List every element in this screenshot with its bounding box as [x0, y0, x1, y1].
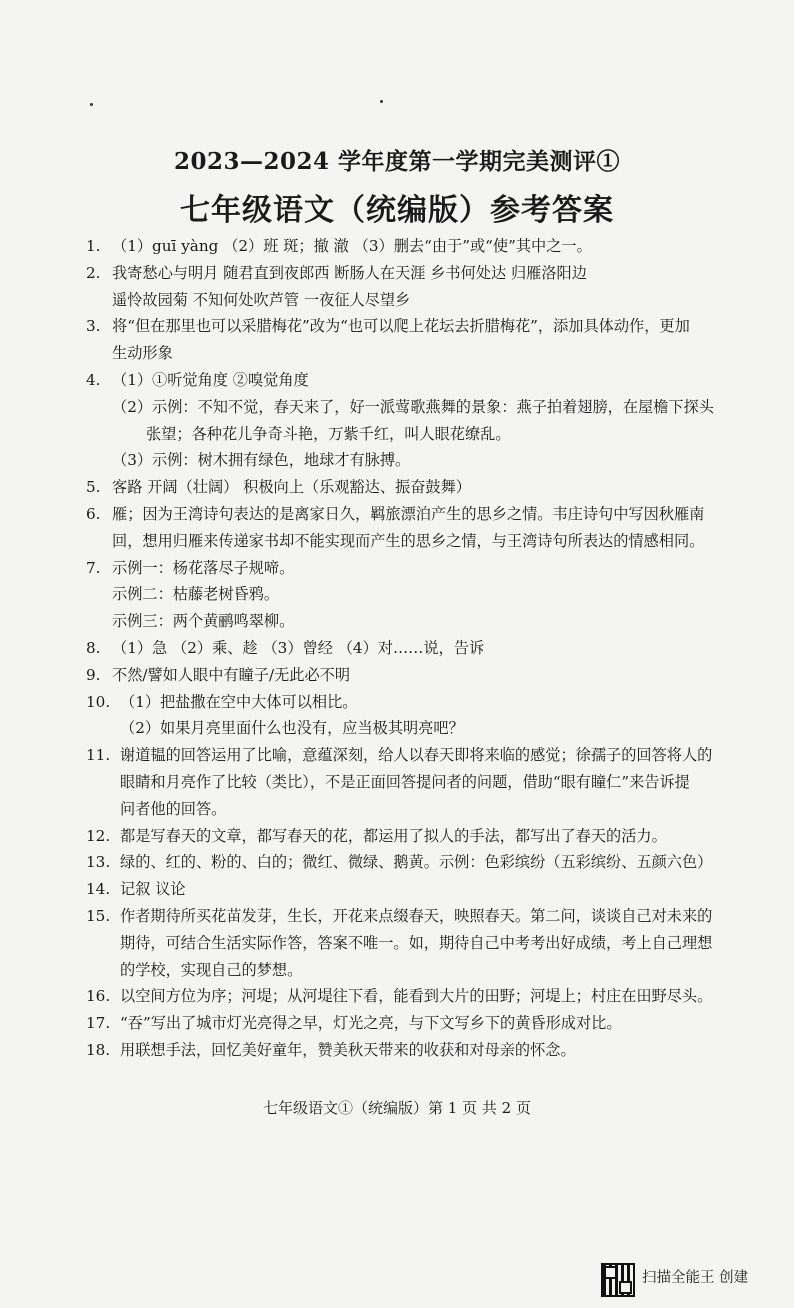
- answer-item-14: [86, 876, 786, 903]
- item-number: 11.: [86, 746, 111, 765]
- answer-text: 将“但在那里也可以采腊梅花”改为“也可以爬上花坛去折腊梅花”，添加具体动作，更加: [112, 317, 690, 336]
- answer-subitem: （3）示例：树木拥有绿色，地球才有脉搏。: [112, 451, 411, 470]
- answer-item-4: [86, 367, 786, 394]
- answer-text: 绿的、红的、粉的、白的；微红、微绿、鹅黄。示例：色彩缤纷（五彩缤纷、五颜六色）: [120, 853, 713, 872]
- answer-subitem: 示例三：两个黄鹂鸣翠柳。: [112, 612, 295, 631]
- answer-text: 客路 开阔（壮阔） 积极向上（乐观豁达、振奋鼓舞）: [112, 478, 471, 497]
- answer-continuation: [86, 769, 786, 796]
- answer-subitem: （2）示例：不知不觉，春天来了，好一派莺歌燕舞的景象：燕子拍着翅膀，在屋檐下探头: [112, 397, 714, 416]
- answer-item-5: [86, 474, 786, 501]
- answer-item-16: [86, 983, 786, 1010]
- answer-text: （1）把盐撒在空中大体可以相比。: [120, 692, 358, 711]
- item-number: 18.: [86, 1040, 111, 1059]
- answer-text: 雁；因为王湾诗句表达的是离家日久，羁旅漂泊产生的思乡之情。韦庄诗句中写因秋雁南: [112, 504, 705, 523]
- answer-list: [86, 233, 786, 1064]
- answer-text: 期待，可结合生活实际作答，答案不唯一。如，期待自己中考考出好成绩，考上自己理想: [120, 933, 713, 952]
- answer-text: （2）如果月亮里面什么也没有，应当极其明亮吧？: [120, 719, 464, 738]
- item-number: 2.: [86, 263, 101, 282]
- answer-text: 不然/譬如人眼中有瞳子/无此必不明: [112, 665, 351, 684]
- answer-text: 的学校，实现自己的梦想。: [120, 960, 303, 979]
- scanner-watermark: 扫描全能王 创建: [642, 1270, 749, 1286]
- answer-item-8: [86, 635, 786, 662]
- item-number: 5.: [86, 478, 101, 497]
- answer-continuation: 回，想用归雁来传递家书却不能实现而产生的思乡之情，与王湾诗句所表达的情感相同。: [112, 531, 705, 550]
- item-number: 8.: [86, 638, 101, 657]
- answer-text: 用联想手法，回忆美好童年，赞美秋天带来的收获和对母亲的怀念。: [120, 1040, 576, 1059]
- scan-speck: [380, 100, 383, 103]
- answer-item-1: [86, 233, 786, 260]
- answer-continuation: [86, 930, 786, 957]
- answer-text: 以空间方位为序；河堤；从河堤往下看，能看到大片的田野；河堤上；村庄在田野尽头。: [120, 987, 713, 1006]
- answer-item-17: [86, 1010, 786, 1037]
- scan-speck: [90, 103, 93, 106]
- item-number: 9.: [86, 665, 101, 684]
- answer-text: 眼睛和月亮作了比较（类比），不是正面回答提问者的问题，借助“眼有瞳仁”来告诉提: [120, 772, 690, 791]
- answer-subitem: [86, 715, 786, 742]
- item-number: 16.: [86, 987, 111, 1006]
- answer-continuation: 张望；各种花儿争奇斗艳，万紫千红，叫人眼花缭乱。: [146, 424, 511, 443]
- answer-subitem: 示例二：枯藤老树昏鸦。: [112, 585, 280, 604]
- item-number: 15.: [86, 906, 111, 925]
- item-number: 14.: [86, 880, 111, 899]
- item-number: 4.: [86, 370, 101, 389]
- item-number: 6.: [86, 504, 101, 523]
- answer-item-13: [86, 849, 786, 876]
- answer-text: 记叙 议论: [120, 880, 186, 899]
- answer-item-18: [86, 1037, 786, 1064]
- qr-code-icon: [601, 1263, 635, 1297]
- answer-item-9: [86, 662, 786, 689]
- answer-item-7: [86, 555, 786, 582]
- item-number: 10.: [86, 692, 111, 711]
- answer-text: （1）guī yàng （2）班 斑；撤 澈 （3）删去“由于”或“使”其中之一。: [112, 237, 592, 255]
- page-title: 2023—2024 学年度第一学期完美测评①: [173, 148, 621, 175]
- page-subtitle: 七年级语文（统编版）参考答案: [180, 193, 614, 228]
- answer-item-2: [86, 260, 786, 287]
- answer-text: （1）①听觉角度 ②嗅觉角度: [112, 370, 309, 389]
- answer-continuation: [86, 796, 786, 823]
- item-number: 17.: [86, 1014, 111, 1033]
- answer-item-3: [86, 313, 786, 340]
- answer-text: 我寄愁心与明月 随君直到夜郎西 断肠人在天涯 乡书何处达 归雁洛阳边: [112, 263, 587, 282]
- answer-continuation: 生动形象: [112, 344, 173, 363]
- answer-item-12: [86, 823, 786, 850]
- answer-text: 作者期待所买花苗发芽，生长，开花来点缀春天，映照春天。第二问，谈谈自己对未来的: [120, 906, 713, 925]
- answer-item-11: [86, 742, 786, 769]
- answer-text: 都是写春天的文章，都写春天的花，都运用了拟人的手法，都写出了春天的活力。: [120, 826, 667, 845]
- answer-text: “吞”写出了城市灯光亮得之早，灯光之亮，与下文写乡下的黄昏形成对比。: [120, 1014, 622, 1033]
- answer-text: 示例一：杨花落尽子规啼。: [112, 558, 295, 577]
- answer-text: 问者他的回答。: [120, 799, 227, 818]
- item-number: 1.: [86, 237, 101, 255]
- answer-item-10: [86, 689, 786, 716]
- item-number: 3.: [86, 317, 101, 336]
- item-number: 12.: [86, 826, 111, 845]
- page-footer: 七年级语文①（统编版）第 1 页 共 2 页: [263, 1099, 531, 1117]
- item-number: 13.: [86, 853, 111, 872]
- item-number: 7.: [86, 558, 101, 577]
- answer-text: （1）急 （2）乘、趁 （3）曾经 （4）对……说，告诉: [112, 638, 485, 657]
- answer-item-15: [86, 903, 786, 930]
- answer-text: 谢道韫的回答运用了比喻，意蕴深刻，给人以春天即将来临的感觉；徐孺子的回答将人的: [120, 746, 713, 765]
- answer-continuation: 遥怜故园菊 不知何处吹芦管 一夜征人尽望乡: [112, 290, 411, 309]
- answer-item-6: [86, 501, 786, 528]
- answer-continuation: [86, 957, 786, 984]
